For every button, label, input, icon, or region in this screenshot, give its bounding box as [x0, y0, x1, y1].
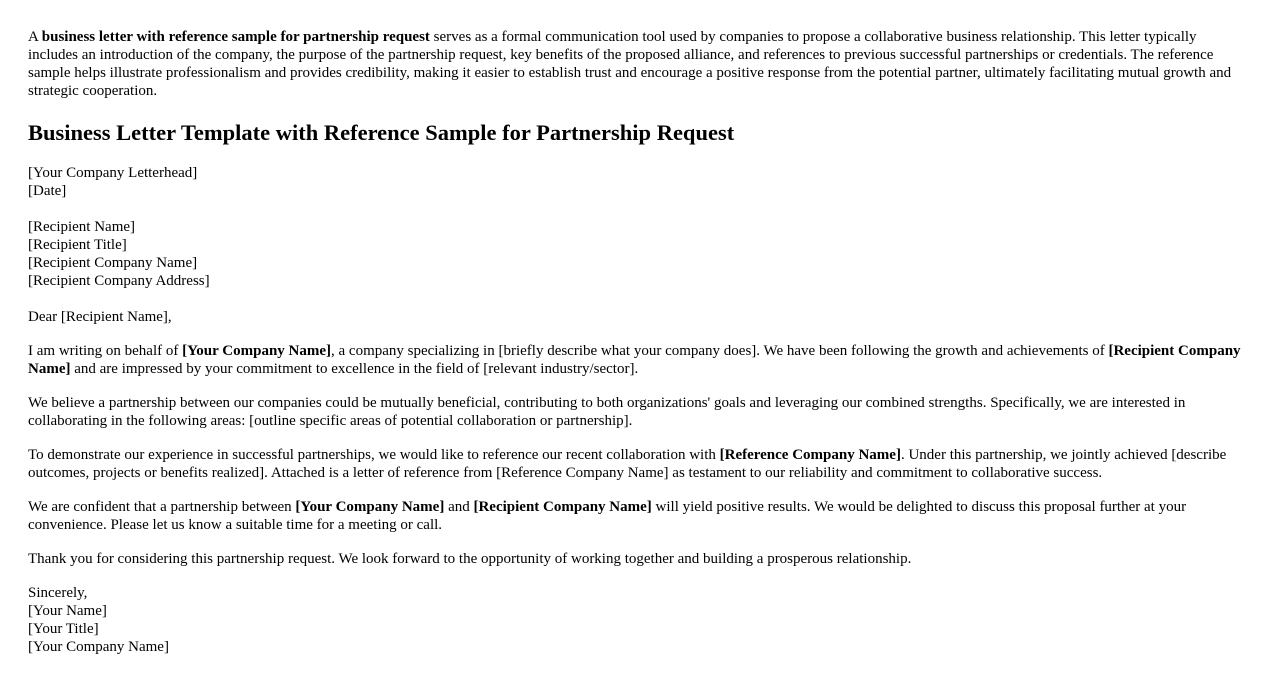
closing-title: [Your Title]	[28, 621, 99, 637]
para3-text-2: . Under this partnership, we jointly achieved [describe outcomes, projects or benefits realized]. Attached is a letter of reference from [Reference Company Name] as testament to our reliability and commitment to collaborative success.	[28, 447, 1227, 481]
intro-paragraph	[28, 28, 1250, 100]
body-paragraph-2: We believe a partnership between our companies could be mutually beneficial, contributing to both organizations' goals and leveraging our combined strengths. Specifically, we are interested in collaborating in the following areas: [outline specific areas of potential collaboration or partnership].	[28, 395, 1186, 429]
intro-rest: serves as a formal communication tool used by companies to propose a collaborative business relationship. This letter typically includes an introduction of the company, the purpose of the partnership request, key benefits of the proposed alliance, and references to previous successful partnerships or credentials. The reference sample helps illustrate professionalism and provides credibility, making it easier to establish trust and encourage a positive response from the potential partner, ultimately facilitating mutual growth and strategic cooperation.	[28, 29, 1232, 99]
para4-text-2: and	[444, 499, 474, 515]
intro-prefix: A	[28, 29, 42, 45]
letterhead-date: [Date]	[28, 183, 67, 199]
recipient-title: [Recipient Title]	[28, 237, 127, 253]
body-paragraph-4	[28, 498, 1250, 534]
closing-name: [Your Name]	[28, 603, 107, 619]
para1-text-1: I am writing on behalf of	[28, 343, 183, 359]
para1-text-3: and are impressed by your commitment to excellence in the field of [relevant industry/sector].	[70, 361, 639, 377]
para4-bold-1: [Your Company Name]	[295, 499, 445, 515]
para1-bold-1: [Your Company Name]	[182, 343, 332, 359]
closing-block	[28, 584, 1250, 656]
recipient-company: [Recipient Company Name]	[28, 255, 198, 271]
salutation: Dear [Recipient Name],	[28, 309, 172, 325]
para3-bold-1: [Reference Company Name]	[719, 447, 901, 463]
para1-bold-2: [Recipient Company Name]	[28, 343, 1241, 377]
letterhead-block	[28, 164, 1250, 200]
para4-bold-2: [Recipient Company Name]	[473, 499, 652, 515]
body-paragraph-3	[28, 446, 1250, 482]
body-paragraph-1	[28, 342, 1250, 378]
recipient-block	[28, 218, 1250, 290]
closing-company: [Your Company Name]	[28, 639, 169, 655]
para4-text-3: will yield positive results. We would be delighted to discuss this proposal further at your convenience. Please let us know a suitable time for a meeting or call.	[28, 499, 1187, 533]
para4-text-1: We are confident that a partnership between	[28, 499, 296, 515]
closing-signoff: Sincerely,	[28, 585, 88, 601]
para1-text-2: , a company specializing in [briefly describe what your company does]. We have been following the growth and achievements of	[331, 343, 1109, 359]
document-page	[28, 28, 1250, 674]
recipient-name: [Recipient Name]	[28, 219, 136, 235]
page-title: Business Letter Template with Reference Sample for Partnership Request	[28, 120, 735, 145]
recipient-address: [Recipient Company Address]	[28, 273, 210, 289]
body-paragraph-5: Thank you for considering this partnership request. We look forward to the opportunity of working together and building a prosperous relationship.	[28, 551, 912, 567]
letterhead-company: [Your Company Letterhead]	[28, 165, 198, 181]
para3-text-1: To demonstrate our experience in successful partnerships, we would like to reference our recent collaboration with	[28, 447, 720, 463]
intro-bold-term: business letter with reference sample for partnership request	[41, 29, 430, 45]
